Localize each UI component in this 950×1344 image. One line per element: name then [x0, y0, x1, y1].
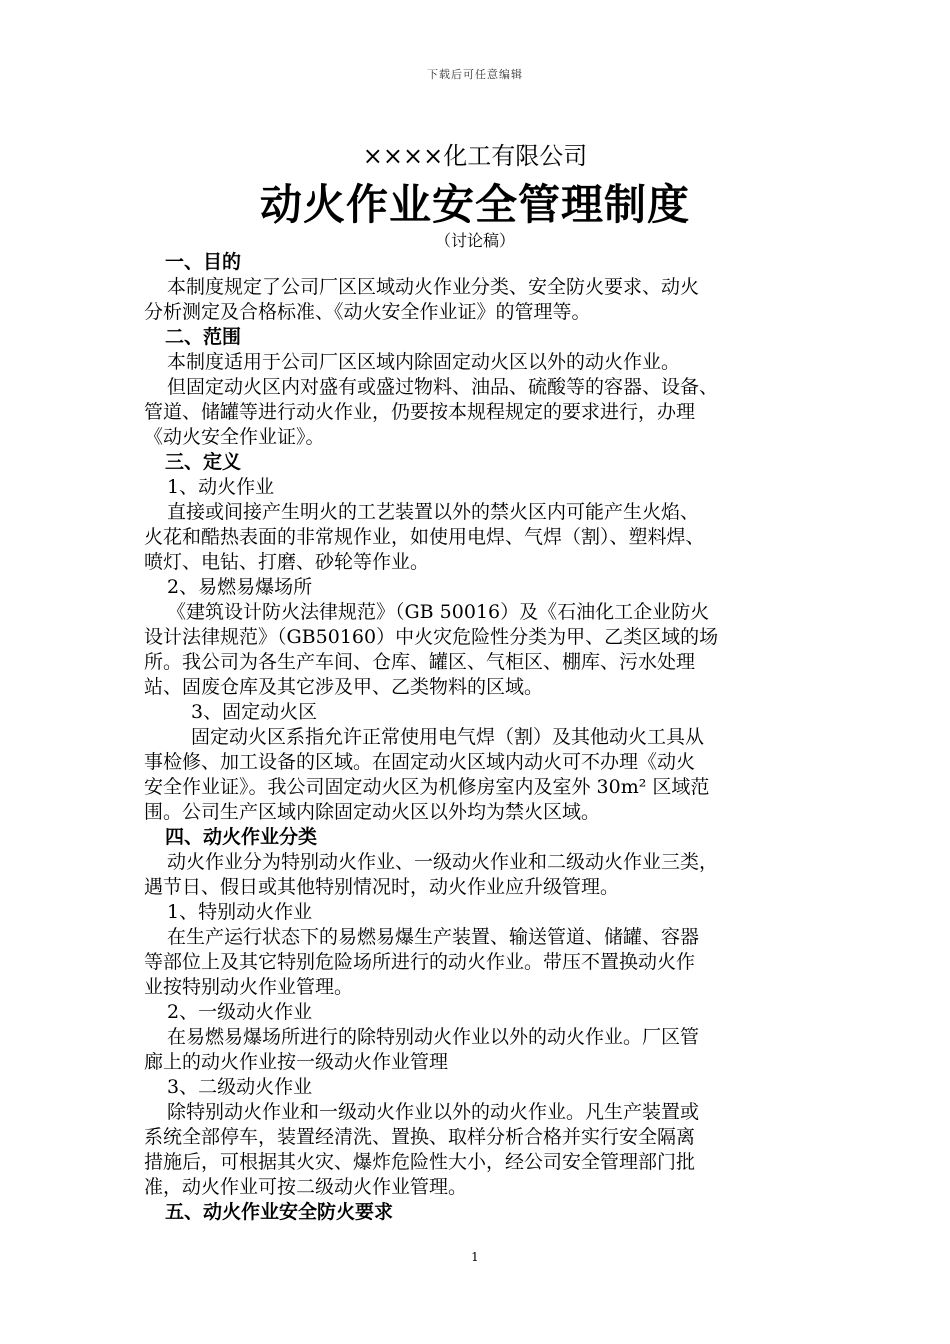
section-heading: 三、定义 [165, 451, 242, 473]
paragraph-line: 站、固废仓库及其它涉及甲、乙类物料的区域。 [144, 676, 544, 698]
paragraph-line: 分析测定及合格标准、《动火安全作业证》的管理等。 [144, 301, 591, 323]
paragraph-line: 动火作业分为特别动火作业、一级动火作业和二级动火作业三类， [167, 851, 719, 873]
document-body [144, 250, 834, 1225]
paragraph-line: 管道、储罐等进行动火作业，仍要按本规程规定的要求进行，办理 [144, 401, 696, 423]
header-note: 下载后可任意编辑 [427, 68, 523, 81]
paragraph-line: 《动火安全作业证》。 [144, 426, 325, 448]
section-heading: 四、动火作业分类 [165, 826, 318, 848]
document-subtitle: （讨论稿） [434, 231, 515, 250]
paragraph-line: 除特别动火作业和一级动火作业以外的动火作业。凡生产装置或 [167, 1101, 700, 1123]
paragraph-line: 2、易燃易爆场所 [167, 576, 313, 598]
paragraph-line: 2、一级动火作业 [167, 1001, 313, 1023]
section-heading: 五、动火作业安全防火要求 [165, 1201, 394, 1223]
section-heading: 一、目的 [165, 251, 242, 273]
paragraph-line: 等部位上及其它特别危险场所进行的动火作业。带压不置换动火作 [144, 951, 696, 973]
paragraph-line: 设计法律规范》（GB50160）中火灾危险性分类为甲、乙类区域的场 [144, 626, 719, 648]
paragraph-line: 但固定动火区内对盛有或盛过物料、油品、硫酸等的容器、设备、 [167, 376, 719, 398]
paragraph-line: 《建筑设计防火法律规范》（GB 50016）及《石油化工企业防火 [167, 601, 710, 623]
paragraph-line: 本制度规定了公司厂区区域动火作业分类、安全防火要求、动火 [167, 276, 700, 298]
paragraph-line: 3、固定动火区 [191, 701, 318, 723]
paragraph-line: 1、动火作业 [167, 476, 275, 498]
document-title: 动火作业安全管理制度 [259, 180, 690, 229]
paragraph-line: 直接或间接产生明火的工艺装置以外的禁火区内可能产生火焰、 [167, 501, 700, 523]
paragraph-line: 3、二级动火作业 [167, 1076, 313, 1098]
paragraph-line: 在生产运行状态下的易燃易爆生产装置、输送管道、储罐、容器 [167, 926, 700, 948]
paragraph-line: 业按特别动火作业管理。 [144, 976, 354, 998]
paragraph-line: 1、特别动火作业 [167, 901, 313, 923]
paragraph-line: 喷灯、电钻、打磨、砂轮等作业。 [144, 551, 430, 573]
company-name: ××××化工有限公司 [362, 142, 588, 170]
paragraph-line: 廊上的动火作业按一级动火作业管理 [144, 1051, 449, 1073]
paragraph-line: 所。我公司为各生产车间、仓库、罐区、气柜区、棚库、污水处理 [144, 651, 696, 673]
page-number: 1 [471, 1250, 479, 1264]
section-heading: 二、范围 [165, 326, 242, 348]
paragraph-line: 措施后，可根据其火灾、爆炸危险性大小，经公司安全管理部门批 [144, 1151, 696, 1173]
paragraph-line: 固定动火区系指允许正常使用电气焊（割）及其他动火工具从 [191, 726, 705, 748]
paragraph-line: 本制度适用于公司厂区区域内除固定动火区以外的动火作业。 [167, 351, 681, 373]
paragraph-line: 系统全部停车，装置经清洗、置换、取样分析合格并实行安全隔离 [144, 1126, 696, 1148]
paragraph-line: 准，动火作业可按二级动火作业管理。 [144, 1176, 468, 1198]
paragraph-line: 安全作业证》。我公司固定动火区为机修房室内及室外 30m² 区域范 [144, 776, 710, 798]
paragraph-line: 火花和酷热表面的非常规作业，如使用电焊、气焊（割）、塑料焊、 [144, 526, 705, 548]
paragraph-line: 围。公司生产区域内除固定动火区以外均为禁火区域。 [144, 801, 601, 823]
paragraph-line: 事检修、加工设备的区域。在固定动火区域内动火可不办理《动火 [144, 751, 696, 773]
paragraph-line: 在易燃易爆场所进行的除特别动火作业以外的动火作业。厂区管 [167, 1026, 700, 1048]
paragraph-line: 遇节日、假日或其他特别情况时，动火作业应升级管理。 [144, 876, 620, 898]
